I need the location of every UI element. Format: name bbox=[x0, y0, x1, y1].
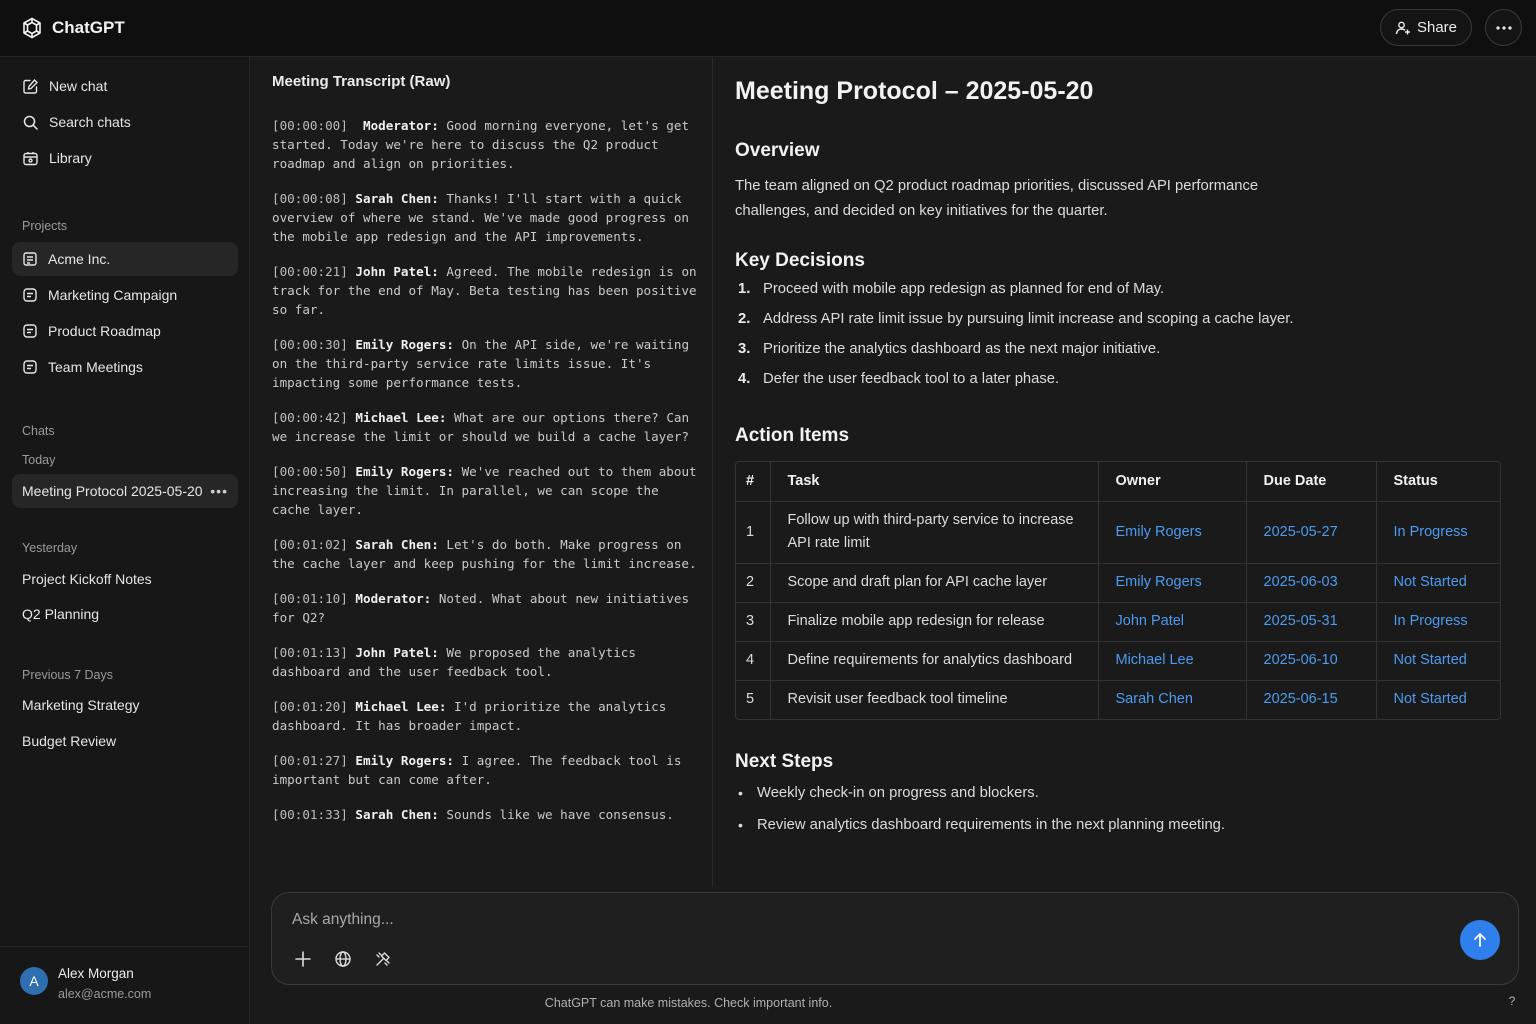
table-header-row bbox=[736, 462, 1500, 501]
project-marketing-campaign[interactable] bbox=[12, 278, 238, 312]
attach-button[interactable] bbox=[291, 947, 315, 971]
cell-owner[interactable]: Emily Rogers bbox=[1098, 563, 1246, 602]
key-decisions-heading: Key Decisions bbox=[735, 250, 865, 271]
tools-button[interactable] bbox=[371, 947, 395, 971]
chat-item-meeting-protocol[interactable] bbox=[12, 474, 238, 508]
table-row bbox=[736, 680, 1500, 719]
chat-item-budget-review[interactable] bbox=[12, 724, 238, 758]
user-name: Alex Morgan bbox=[58, 966, 134, 981]
action-items-heading: Action Items bbox=[735, 425, 850, 446]
project-label: Acme Inc. bbox=[48, 251, 111, 267]
cell-status[interactable]: Not Started bbox=[1376, 563, 1500, 602]
cell-number: 5 bbox=[746, 691, 755, 708]
project-folder-icon bbox=[22, 323, 38, 339]
chat-item-label: Meeting Protocol 2025-05-20 bbox=[22, 483, 203, 499]
transcript-entry: [00:01:33] Sarah Chen: Sounds like we have consensus. bbox=[272, 807, 674, 822]
web-search-button[interactable] bbox=[331, 947, 355, 971]
transcript-entry: [00:00:30] Emily Rogers: On the API side, we're waiting on the third-party service rate limits issue. It's impacting some performance tests. bbox=[272, 337, 690, 390]
chat-options-icon[interactable]: ••• bbox=[210, 483, 228, 499]
transcript-title: Meeting Transcript (Raw) bbox=[272, 73, 451, 90]
avatar: A bbox=[20, 967, 48, 995]
send-button[interactable] bbox=[1460, 920, 1500, 960]
transcript-panel[interactable] bbox=[251, 57, 713, 887]
chats-section-label: Chats bbox=[22, 424, 55, 438]
next-steps-heading: Next Steps bbox=[735, 751, 834, 772]
cell-number: 4 bbox=[736, 641, 770, 680]
cell-due-date[interactable]: 2025-06-15 bbox=[1246, 680, 1376, 719]
transcript-entry: [00:00:21] John Patel: Agreed. The mobile redesign is on track for the end of May. Beta testing has been positive so far. bbox=[272, 264, 697, 317]
transcript-entry: [00:00:50] Emily Rogers: We've reached out to them about increasing the limit. In parallel, we can scope the cache layer. bbox=[272, 464, 697, 517]
column-header: Status bbox=[1376, 462, 1500, 501]
project-folder-icon bbox=[22, 251, 38, 267]
cell-owner[interactable]: Sarah Chen bbox=[1098, 680, 1246, 719]
column-header: Task bbox=[770, 462, 1098, 501]
transcript-entry: [00:01:20] Michael Lee: I'd prioritize the analytics dashboard. It has broader impact. bbox=[272, 699, 667, 733]
column-header: # bbox=[736, 462, 770, 501]
library-button[interactable] bbox=[12, 141, 238, 175]
next-step-item: • Review analytics dashboard requirements in the next planning meeting. bbox=[738, 817, 1226, 833]
cell-number: 1 bbox=[736, 501, 770, 563]
cell-status[interactable]: Not Started bbox=[1376, 641, 1500, 680]
projects-section-label: Projects bbox=[22, 219, 68, 233]
table-row bbox=[736, 602, 1500, 641]
transcript-entry: [00:01:13] John Patel: We proposed the analytics dashboard and the user feedback tool. bbox=[272, 645, 636, 679]
cell-due-date[interactable]: 2025-06-03 bbox=[1246, 563, 1376, 602]
transcript-entry: [00:00:42] Michael Lee: What are our options there? Can we increase the limit or should we build a cache layer? bbox=[272, 410, 690, 444]
more-options-button[interactable] bbox=[1485, 9, 1522, 46]
cell-owner[interactable]: Michael Lee bbox=[1098, 641, 1246, 680]
cell-number: 3 bbox=[736, 602, 770, 641]
user-profile[interactable] bbox=[0, 946, 250, 1024]
chat-item-q2-planning[interactable] bbox=[12, 597, 238, 631]
cell-task: Follow up with third-party service to increase API rate limit bbox=[770, 501, 1098, 563]
chat-item-label: Budget Review bbox=[22, 733, 117, 749]
user-email: alex@acme.com bbox=[58, 987, 152, 1001]
tools-icon bbox=[374, 950, 392, 968]
decision-item: 4. Defer the user feedback tool to a later phase. bbox=[738, 371, 1060, 387]
transcript-entry: [00:00:00] Moderator: Good morning everyone, let's get started. Today we're here to discuss the Q2 product roadmap and align on priorities. bbox=[272, 118, 690, 171]
project-team-meetings[interactable] bbox=[12, 350, 238, 384]
library-label: Library bbox=[49, 150, 92, 166]
globe-icon bbox=[334, 950, 352, 968]
disclaimer-text: ChatGPT can make mistakes. Check important info. bbox=[544, 996, 833, 1010]
action-items-table bbox=[735, 461, 1501, 720]
ellipsis-icon bbox=[1496, 26, 1512, 30]
new-chat-button[interactable] bbox=[12, 69, 238, 103]
protocol-panel[interactable] bbox=[714, 57, 1536, 887]
cell-due-date[interactable]: 2025-06-10 bbox=[1246, 641, 1376, 680]
cell-due-date[interactable]: 2025-05-27 bbox=[1246, 501, 1376, 563]
transcript-entry: [00:01:27] Emily Rogers: I agree. The feedback tool is important but can come after. bbox=[272, 753, 682, 787]
cell-owner[interactable]: Emily Rogers bbox=[1098, 501, 1246, 563]
decision-item: 2. Address API rate limit issue by pursuing limit increase and scoping a cache layer. bbox=[738, 311, 1294, 327]
protocol-title: Meeting Protocol – 2025-05-20 bbox=[735, 77, 1094, 105]
share-label: Share bbox=[1416, 19, 1458, 36]
chat-item-marketing-strategy[interactable] bbox=[12, 688, 238, 722]
composer bbox=[271, 892, 1519, 985]
search-icon bbox=[22, 114, 39, 131]
column-header: Owner bbox=[1098, 462, 1246, 501]
prompt-input[interactable] bbox=[292, 907, 1392, 933]
cell-task: Revisit user feedback tool timeline bbox=[770, 680, 1098, 719]
chat-item-label: Q2 Planning bbox=[22, 606, 100, 622]
cell-status[interactable]: In Progress bbox=[1376, 501, 1500, 563]
cell-owner[interactable]: John Patel bbox=[1098, 602, 1246, 641]
today-label: Today bbox=[22, 453, 56, 467]
arrow-up-icon bbox=[1471, 931, 1489, 949]
help-button[interactable]: ? bbox=[1508, 994, 1516, 1008]
table-row bbox=[736, 641, 1500, 680]
project-product-roadmap[interactable] bbox=[12, 314, 238, 348]
transcript-body bbox=[272, 116, 702, 840]
decision-item: 1. Proceed with mobile app redesign as planned for end of May. bbox=[738, 281, 1165, 297]
top-bar bbox=[0, 0, 1536, 57]
cell-due-date[interactable]: 2025-05-31 bbox=[1246, 602, 1376, 641]
plus-icon bbox=[294, 950, 312, 968]
share-user-icon bbox=[1395, 20, 1411, 36]
search-chats-button[interactable] bbox=[12, 105, 238, 139]
chat-item-label: Project Kickoff Notes bbox=[22, 571, 152, 587]
library-icon bbox=[22, 150, 39, 167]
cell-task: Finalize mobile app redesign for release bbox=[770, 602, 1098, 641]
yesterday-label: Yesterday bbox=[22, 541, 78, 555]
brand[interactable] bbox=[20, 16, 125, 40]
cell-number: 2 bbox=[736, 563, 770, 602]
table-row bbox=[736, 501, 1500, 563]
column-header: Due Date bbox=[1246, 462, 1376, 501]
transcript-entry: [00:00:08] Sarah Chen: Thanks! I'll start with a quick overview of where we stand. We've made good progress on the mobile app redesign and the API improvements. bbox=[272, 191, 690, 244]
project-label: Marketing Campaign bbox=[48, 287, 178, 303]
project-folder-icon bbox=[22, 359, 38, 375]
overview-text: The team aligned on Q2 product roadmap priorities, discussed API performance challenges, and decided on key initiatives for the quarter. bbox=[735, 178, 1259, 219]
chat-item-label: Marketing Strategy bbox=[22, 697, 140, 713]
previous-7-days-label: Previous 7 Days bbox=[22, 668, 114, 682]
project-folder-icon bbox=[22, 287, 38, 303]
cell-task: Scope and draft plan for API cache layer bbox=[770, 563, 1098, 602]
chat-item-project-kickoff[interactable] bbox=[12, 562, 238, 596]
cell-status[interactable]: Not Started bbox=[1376, 680, 1500, 719]
project-label: Product Roadmap bbox=[48, 323, 161, 339]
project-label: Team Meetings bbox=[48, 359, 143, 375]
project-acme[interactable] bbox=[12, 242, 238, 276]
transcript-entry: [00:01:02] Sarah Chen: Let's do both. Make progress on the cache layer and keep pushing for the limit increase. bbox=[272, 537, 697, 571]
app-name: ChatGPT bbox=[52, 18, 125, 37]
transcript-entry: [00:01:10] Moderator: Noted. What about new initiatives for Q2? bbox=[272, 591, 690, 625]
table-row bbox=[736, 563, 1500, 602]
cell-task: Define requirements for analytics dashboard bbox=[770, 641, 1098, 680]
new-chat-label: New chat bbox=[49, 78, 108, 94]
next-step-item: • Weekly check-in on progress and blockers. bbox=[738, 785, 1039, 801]
share-button[interactable] bbox=[1380, 9, 1472, 46]
cell-status[interactable]: In Progress bbox=[1376, 602, 1500, 641]
search-chats-label: Search chats bbox=[49, 114, 131, 130]
next-steps-list bbox=[738, 785, 1225, 849]
overview-heading: Overview bbox=[735, 140, 820, 161]
new-chat-icon bbox=[22, 78, 39, 95]
sidebar bbox=[0, 57, 250, 1024]
decision-item: 3. Prioritize the analytics dashboard as the next major initiative. bbox=[738, 341, 1161, 357]
key-decisions-list bbox=[735, 281, 1455, 401]
chatgpt-logo-icon bbox=[20, 16, 44, 40]
